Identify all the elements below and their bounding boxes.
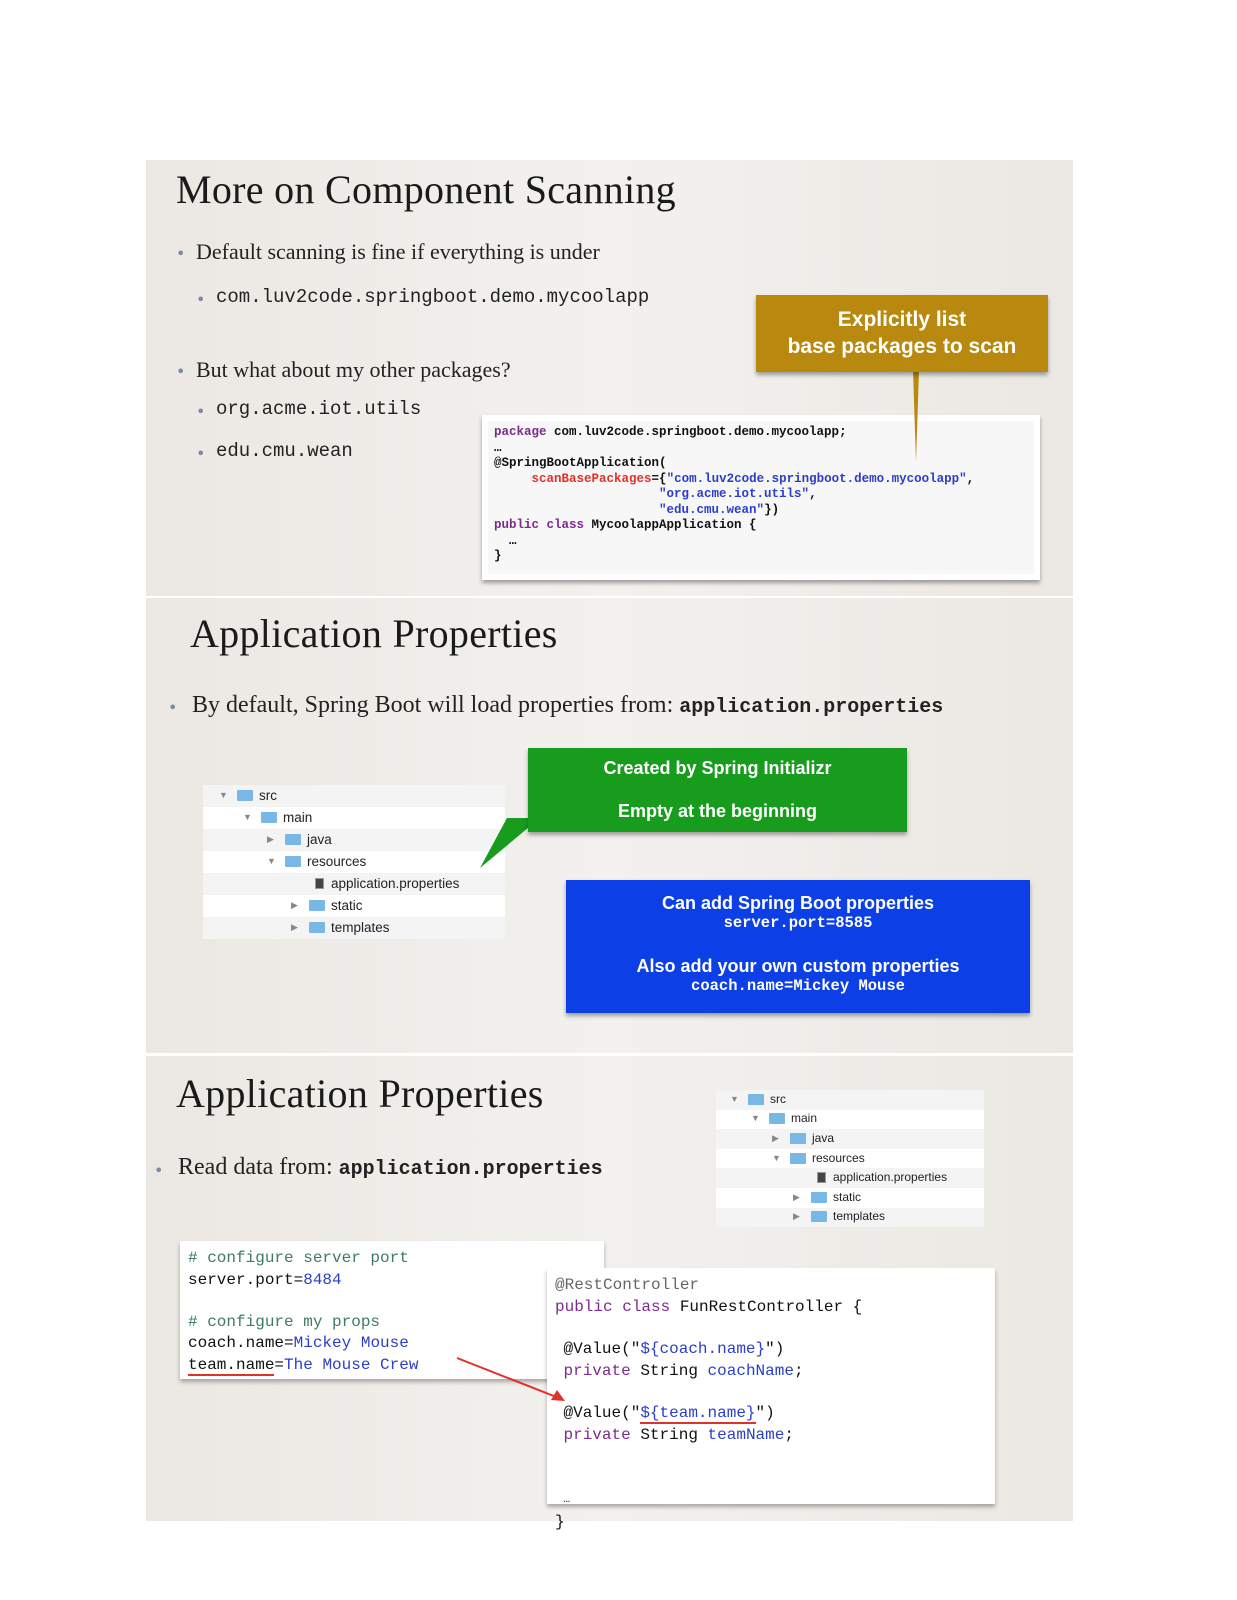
- callout-blue: [566, 880, 1030, 1013]
- code-token: private: [563, 1425, 631, 1444]
- file-name: application.properties: [679, 696, 944, 719]
- java-code: [547, 1268, 995, 1531]
- slide-title: Application Properties: [190, 611, 558, 656]
- slide-application-properties-1: [146, 598, 1073, 1053]
- code-token: "edu.cmu.wean": [659, 502, 765, 517]
- code-token: MycoolappApplication {: [584, 518, 757, 532]
- code-token: server.port=: [188, 1270, 304, 1289]
- expand-down-icon[interactable]: ▼: [219, 790, 228, 800]
- code-token: @Value(": [563, 1340, 641, 1359]
- slide-application-properties-2: [146, 1056, 1073, 1531]
- code-token: …: [494, 440, 502, 455]
- code-token: @Value(": [563, 1404, 641, 1423]
- tree-item-label: resources: [812, 1150, 865, 1165]
- expand-right-icon[interactable]: ▶: [793, 1191, 800, 1202]
- code-token: 8484: [303, 1270, 342, 1289]
- code-token: Mickey Mouse: [293, 1334, 409, 1352]
- code-token: "com.luv2code.springboot.demo.mycoolapp": [666, 471, 967, 486]
- callout-code: server.port=8585: [723, 914, 873, 932]
- tree-item[interactable]: [716, 1168, 984, 1188]
- tree-item[interactable]: [716, 1110, 984, 1130]
- folder-icon: [790, 1133, 806, 1144]
- folder-icon: [261, 812, 277, 823]
- code-token: String: [630, 1361, 708, 1380]
- code-token: }: [555, 1512, 565, 1531]
- folder-icon: [769, 1113, 785, 1124]
- code-token: }: [494, 549, 502, 563]
- code-token: ${team.name}: [640, 1404, 756, 1423]
- tree-item-label: main: [283, 810, 313, 825]
- tree-item-label: src: [770, 1091, 786, 1106]
- tree-item-label: templates: [833, 1209, 886, 1224]
- code-token: ,: [966, 471, 975, 486]
- code-token: String: [630, 1425, 708, 1444]
- folder-icon: [309, 900, 325, 911]
- callout-gold: [756, 295, 1048, 372]
- tree-item[interactable]: [716, 1129, 984, 1149]
- folder-icon: [237, 790, 253, 801]
- bullet-label: By default, Spring Boot will load properties from:: [192, 692, 680, 718]
- folder-icon: [811, 1192, 827, 1203]
- code-token: "org.acme.iot.utils": [659, 487, 810, 501]
- bullet-icon: •: [154, 1161, 164, 1180]
- tree-item[interactable]: [716, 1188, 984, 1208]
- bullet-text: But what about my other packages?: [196, 357, 511, 382]
- code-token: "): [765, 1340, 785, 1359]
- bullet-icon: •: [176, 244, 186, 263]
- code-token: …: [563, 1494, 571, 1507]
- file-tree: [716, 1090, 984, 1227]
- code-token: ;: [793, 1361, 804, 1380]
- code-token: The Mouse Crew: [284, 1355, 419, 1374]
- code-token: @RestController: [555, 1276, 700, 1294]
- tree-item[interactable]: [203, 785, 505, 807]
- callout-line: Also add your own custom properties: [636, 956, 960, 976]
- expand-down-icon[interactable]: ▼: [772, 1152, 781, 1163]
- code-token: @SpringBootApplication(: [494, 456, 667, 470]
- code-token: team.name: [188, 1355, 275, 1374]
- tree-item[interactable]: [203, 873, 505, 895]
- expand-down-icon[interactable]: ▼: [730, 1093, 739, 1104]
- bullet-icon: •: [196, 402, 206, 421]
- callout-line: Explicitly list: [837, 308, 967, 331]
- folder-icon: [285, 856, 301, 867]
- code-token: ;: [784, 1425, 794, 1444]
- tree-item[interactable]: [203, 851, 505, 873]
- code-token: …: [509, 533, 517, 548]
- callout-green: [528, 748, 907, 832]
- folder-icon: [748, 1094, 764, 1105]
- bullet-icon: •: [196, 444, 206, 463]
- callout-line: Created by Spring Initializr: [603, 758, 832, 778]
- code-comment: # configure server port: [188, 1249, 409, 1267]
- tree-item[interactable]: [203, 917, 505, 939]
- tree-item-label: resources: [307, 854, 367, 869]
- bullet-text: [178, 1154, 603, 1181]
- callout-line: base packages to scan: [787, 335, 1017, 358]
- tree-item-label: static: [833, 1189, 862, 1204]
- code-token: "): [755, 1404, 775, 1423]
- tree-item[interactable]: [716, 1149, 984, 1169]
- tree-item[interactable]: [203, 829, 505, 851]
- code-token: public class: [555, 1297, 671, 1316]
- bullet-text: Default scanning is fine if everything is under: [196, 239, 600, 264]
- tree-item-label: templates: [331, 920, 390, 935]
- callout-code: coach.name=Mickey Mouse: [691, 977, 905, 995]
- code-token: =: [274, 1355, 285, 1374]
- tree-item[interactable]: [716, 1090, 984, 1110]
- file-icon: [817, 1172, 826, 1183]
- code-token: public class: [494, 518, 585, 532]
- expand-down-icon[interactable]: ▼: [243, 812, 252, 822]
- expand-right-icon[interactable]: ▶: [291, 900, 298, 910]
- expand-right-icon[interactable]: ▶: [291, 922, 298, 932]
- tree-item-label: java: [812, 1130, 835, 1145]
- slide-title: Application Properties: [176, 1071, 544, 1116]
- file-name: application.properties: [338, 1158, 603, 1181]
- code-token: ={: [651, 471, 667, 486]
- code-token: scanBasePackages: [531, 471, 652, 486]
- tree-item[interactable]: [203, 807, 505, 829]
- package-name: org.acme.iot.utils: [216, 398, 422, 420]
- file-tree: [203, 785, 505, 939]
- folder-icon: [811, 1211, 827, 1222]
- tree-item-label: application.properties: [331, 876, 460, 891]
- tree-item-label: application.properties: [833, 1170, 948, 1185]
- expand-right-icon[interactable]: ▶: [267, 834, 274, 844]
- code-token: }): [764, 502, 780, 517]
- arrow-icon: [451, 1346, 571, 1406]
- folder-icon: [309, 922, 325, 933]
- tree-item[interactable]: [203, 895, 505, 917]
- code-token: ,: [809, 487, 817, 501]
- code-snippet: [482, 415, 1040, 580]
- file-icon: [315, 878, 324, 889]
- bullet-icon: •: [176, 362, 186, 381]
- expand-right-icon[interactable]: ▶: [772, 1132, 779, 1143]
- tree-item-label: java: [307, 832, 332, 847]
- code-token: teamName: [707, 1425, 785, 1444]
- package-name: edu.cmu.wean: [216, 440, 353, 462]
- tree-item-label: static: [331, 898, 363, 913]
- slide-component-scanning: [146, 160, 1073, 596]
- folder-icon: [790, 1153, 806, 1164]
- expand-down-icon[interactable]: ▼: [751, 1113, 760, 1124]
- code-token: private: [563, 1361, 631, 1380]
- expand-right-icon[interactable]: ▶: [793, 1211, 800, 1222]
- tree-item[interactable]: [716, 1208, 984, 1228]
- code-token: ${coach.name}: [640, 1340, 766, 1359]
- bullet-text: [192, 692, 943, 719]
- code-token: FunRestController {: [670, 1297, 863, 1316]
- callout-line: Can add Spring Boot properties: [661, 893, 934, 913]
- folder-icon: [285, 834, 301, 845]
- slide-title: More on Component Scanning: [176, 167, 676, 212]
- code-token: package: [494, 425, 547, 439]
- tree-item-label: src: [259, 788, 277, 803]
- bullet-label: Read data from:: [178, 1154, 339, 1180]
- tree-item-label: main: [791, 1111, 818, 1126]
- expand-down-icon[interactable]: ▼: [267, 856, 276, 866]
- bullet-icon: •: [196, 290, 206, 309]
- code-token: com.luv2code.springboot.demo.mycoolapp;: [546, 425, 847, 439]
- package-name: com.luv2code.springboot.demo.mycoolapp: [216, 286, 650, 308]
- code-token: coachName: [707, 1361, 794, 1380]
- code-comment: # configure my props: [188, 1312, 381, 1331]
- callout-line: Empty at the beginning: [617, 801, 817, 821]
- bullet-icon: •: [168, 698, 178, 717]
- code-token: coach.name=: [188, 1334, 294, 1352]
